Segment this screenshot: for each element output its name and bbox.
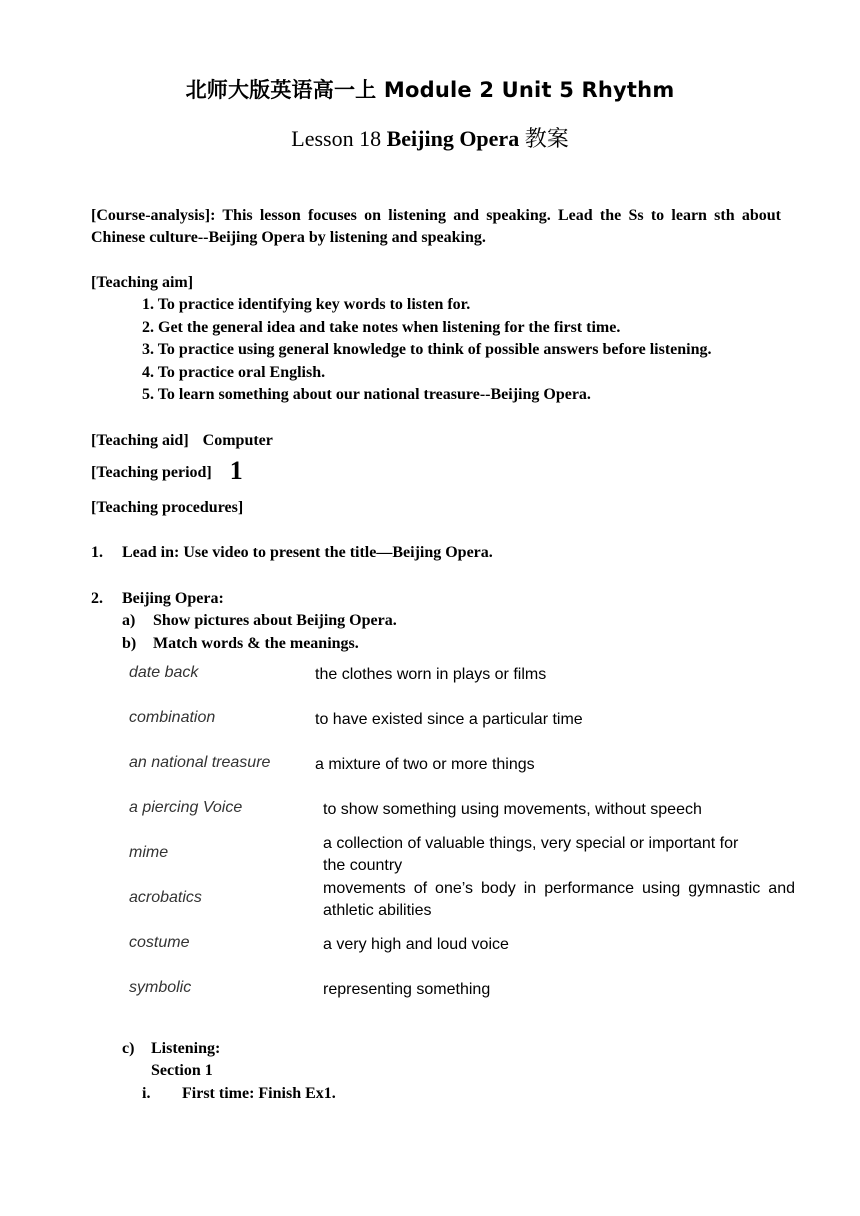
lesson-title-bold: Beijing Opera <box>386 126 520 151</box>
vocab-row <box>129 664 799 709</box>
teaching-period <box>91 456 243 485</box>
lesson-title <box>0 122 860 153</box>
vocab-term: an national treasure <box>129 754 271 771</box>
vocab-term: a piercing Voice <box>129 799 243 816</box>
teaching-aid-value: Computer <box>202 432 273 449</box>
teaching-aim-item: 5. To learn something about our national treasure--Beijing Opera. <box>142 386 591 404</box>
vocab-row <box>129 709 799 754</box>
procedure-text: First time: Finish Ex1. <box>182 1085 336 1102</box>
teaching-aid <box>91 430 273 452</box>
vocab-definition: to show something using movements, without speech <box>323 801 702 818</box>
vocab-term: symbolic <box>129 979 192 996</box>
teaching-aim-heading: [Teaching aim] <box>91 274 194 291</box>
lesson-title-prefix: Lesson 18 <box>291 126 387 151</box>
lesson-title-suffix: 教案 <box>519 126 569 151</box>
section-label: Section 1 <box>151 1062 213 1079</box>
teaching-aim-item: 4. To practice oral English. <box>142 363 326 381</box>
procedure-number: 1. <box>91 544 103 561</box>
teaching-period-label: [Teaching period] <box>91 464 212 481</box>
teaching-aim-item: 3. To practice using general knowledge to think of possible answers before listening. <box>142 341 712 359</box>
vocab-term: costume <box>129 934 190 951</box>
vocab-definition: to have existed since a particular time <box>315 711 583 728</box>
procedure-number: a) <box>122 612 136 629</box>
procedure-text: Lead in: Use video to present the title—Beijing Opera. <box>122 544 493 561</box>
teaching-period-value: 1 <box>229 456 243 485</box>
procedure-text: Match words & the meanings. <box>153 635 359 652</box>
procedure-number: i. <box>142 1085 151 1102</box>
vocab-term: acrobatics <box>129 889 202 906</box>
teaching-aim-list <box>142 294 712 407</box>
vocab-row <box>129 979 799 1024</box>
teaching-aim-item: 2. Get the general idea and take notes when listening for the first time. <box>142 318 621 336</box>
document-title: 北师大版英语高一上 Module 2 Unit 5 Rhythm <box>185 78 675 102</box>
vocab-term: combination <box>129 709 216 726</box>
procedure-number: b) <box>122 635 137 652</box>
teaching-procedures-heading: [Teaching procedures] <box>91 499 244 516</box>
vocab-term: date back <box>129 664 199 681</box>
vocab-row <box>129 934 799 979</box>
procedure-text: Beijing Opera: <box>122 590 224 607</box>
vocab-row <box>129 880 799 934</box>
teaching-aim-item: 1. To practice identifying key words to listen for. <box>142 296 471 313</box>
vocab-row <box>129 754 799 799</box>
vocab-definition: movements of one’s body in performance using gymnastic and athletic abilities <box>323 880 795 919</box>
teaching-aid-label: [Teaching aid] <box>91 432 189 449</box>
vocab-definition: the clothes worn in plays or films <box>315 666 547 683</box>
vocab-definition: a mixture of two or more things <box>315 756 535 773</box>
vocab-definition: a very high and loud voice <box>323 936 509 953</box>
vocab-definition: representing something <box>323 981 491 998</box>
vocab-definition: a collection of valuable things, very special or important for the country <box>323 835 739 874</box>
course-analysis: [Course-analysis]: This lesson focuses on listening and speaking. Lead the Ss to learn sth about Chinese culture--Beijing Opera by listening and speaking. <box>91 207 781 246</box>
procedure-number: c) <box>122 1040 135 1057</box>
procedure-text: Listening: <box>151 1040 221 1057</box>
procedure-number: 2. <box>91 590 103 607</box>
procedure-text: Show pictures about Beijing Opera. <box>153 612 397 629</box>
vocab-term: mime <box>129 844 169 861</box>
